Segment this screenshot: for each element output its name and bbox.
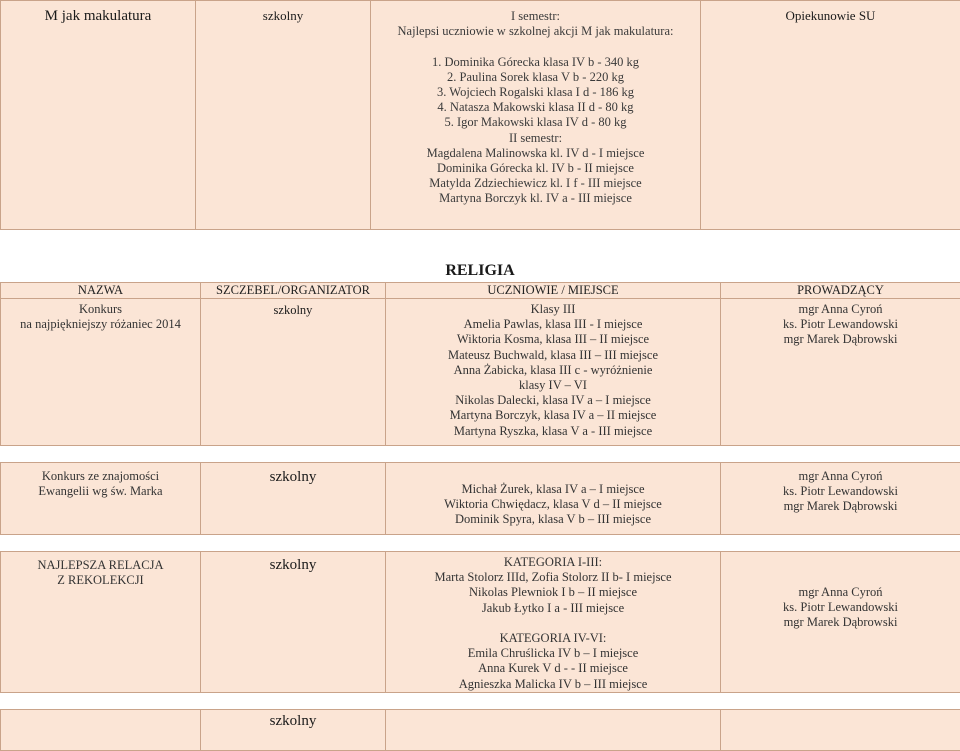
- student-line: Najlepsi uczniowie w szkolnej akcji M jak makulatura:: [371, 24, 700, 39]
- religia-row: [1, 552, 960, 693]
- student-line: Marta Stolorz IIId, Zofia Stolorz II b- I miejsce: [386, 570, 720, 585]
- student-line: Mateusz Buchwald, klasa III – III miejsce: [386, 348, 720, 363]
- contest-name-line: Konkurs: [1, 302, 200, 317]
- makulatura-leaders: Opiekunowie SU: [701, 1, 960, 24]
- student-line: Dominika Górecka kl. IV b - II miejsce: [371, 161, 700, 176]
- student-line: KATEGORIA IV-VI:: [386, 631, 720, 646]
- contest-level-cell: [201, 552, 386, 693]
- contest-level-cell: [201, 709, 386, 750]
- student-line: Anna Żabicka, klasa III c - wyróżnienie: [386, 363, 720, 378]
- contest-name-line: Z REKOLEKCJI: [1, 573, 200, 588]
- leader-line: mgr Marek Dąbrowski: [721, 499, 960, 514]
- religia-row-partial: [1, 709, 960, 750]
- contest-level-cell: [201, 299, 386, 446]
- student-line: 1. Dominika Górecka klasa IV b - 340 kg: [371, 55, 700, 70]
- student-line: Nikolas Plewniok I b – II miejsce: [386, 585, 720, 600]
- header-nazwa: NAZWA: [1, 283, 201, 299]
- contest-name-line: Konkurs ze znajomości: [1, 469, 200, 484]
- leader-line: ks. Piotr Lewandowski: [721, 600, 960, 615]
- religia-header-row: [1, 283, 960, 299]
- leader-line: mgr Marek Dąbrowski: [721, 615, 960, 630]
- contest-leaders-cell: [721, 552, 960, 693]
- student-line: Anna Kurek V d - - II miejsce: [386, 661, 720, 676]
- contest-leaders-cell: [721, 299, 960, 446]
- makulatura-name: M jak makulatura: [1, 1, 195, 25]
- contest-leaders-cell: [721, 709, 960, 750]
- contest-name-line: NAJLEPSZA RELACJA: [1, 558, 200, 573]
- student-line: [371, 39, 700, 54]
- contest-name-line: na najpiękniejszy różaniec 2014: [1, 317, 200, 332]
- religia-row: [1, 463, 960, 535]
- leader-line: mgr Marek Dąbrowski: [721, 332, 960, 347]
- makulatura-table: [0, 0, 960, 230]
- makulatura-level-cell: [196, 1, 371, 230]
- makulatura-students: [371, 1, 700, 207]
- student-line: Wiktoria Chwiędacz, klasa V d – II miejsce: [386, 497, 720, 512]
- student-line: 5. Igor Makowski klasa IV d - 80 kg: [371, 115, 700, 130]
- leader-line: mgr Anna Cyroń: [721, 469, 960, 484]
- leader-line: ks. Piotr Lewandowski: [721, 317, 960, 332]
- row-spacer: [1, 692, 960, 709]
- student-line: klasy IV – VI: [386, 378, 720, 393]
- row-spacer: [1, 535, 960, 552]
- header-uczniowie: UCZNIOWIE / MIEJSCE: [386, 283, 721, 299]
- student-line: Nikolas Dalecki, klasa IV a – I miejsce: [386, 393, 720, 408]
- student-line: Wiktoria Kosma, klasa III – II miejsce: [386, 332, 720, 347]
- contest-students-cell: [386, 552, 721, 693]
- contest-level-cell: [201, 463, 386, 535]
- student-line: Martyna Borczyk, klasa IV a – II miejsce: [386, 408, 720, 423]
- leader-line: ks. Piotr Lewandowski: [721, 484, 960, 499]
- student-line: Michał Żurek, klasa IV a – I miejsce: [386, 482, 720, 497]
- makulatura-students-cell: [371, 1, 701, 230]
- contest-students-cell: [386, 709, 721, 750]
- student-line: 2. Paulina Sorek klasa V b - 220 kg: [371, 70, 700, 85]
- contest-name-cell: [1, 299, 201, 446]
- student-line: II semestr:: [371, 131, 700, 146]
- student-line: Magdalena Malinowska kl. IV d - I miejsce: [371, 146, 700, 161]
- religia-row: [1, 299, 960, 446]
- contest-name-cell: [1, 463, 201, 535]
- contest-leaders-cell: [721, 463, 960, 535]
- contest-name-cell: [1, 709, 201, 750]
- student-line: Emila Chruślicka IV b – I miejsce: [386, 646, 720, 661]
- student-line: Martyna Ryszka, klasa V a - III miejsce: [386, 424, 720, 439]
- leader-line: mgr Anna Cyroń: [721, 302, 960, 317]
- religia-table: [0, 282, 960, 751]
- contest-students-cell: [386, 299, 721, 446]
- contest-name-cell: [1, 552, 201, 693]
- contest-level: szkolny: [201, 710, 385, 730]
- contest-level: szkolny: [201, 302, 385, 318]
- student-line: KATEGORIA I-III:: [386, 555, 720, 570]
- student-line: Jakub Łytko I a - III miejsce: [386, 601, 720, 616]
- student-line: 4. Natasza Makowski klasa II d - 80 kg: [371, 100, 700, 115]
- student-line: I semestr:: [371, 9, 700, 24]
- makulatura-name-cell: [1, 1, 196, 230]
- makulatura-level: szkolny: [196, 1, 370, 24]
- contest-name-line: Ewangelii wg św. Marka: [1, 484, 200, 499]
- student-line: Martyna Borczyk kl. IV a - III miejsce: [371, 191, 700, 206]
- student-line: [386, 616, 720, 631]
- student-line: Agnieszka Malicka IV b – III miejsce: [386, 677, 720, 692]
- student-line: Matylda Zdziechiewicz kl. I f - III miejsce: [371, 176, 700, 191]
- contest-level: szkolny: [201, 557, 385, 573]
- header-prowadzacy: PROWADZĄCY: [721, 283, 960, 299]
- makulatura-leaders-cell: [701, 1, 960, 230]
- student-line: Klasy III: [386, 302, 720, 317]
- student-line: Amelia Pawlas, klasa III - I miejsce: [386, 317, 720, 332]
- contest-level: szkolny: [201, 469, 385, 485]
- contest-students-cell: [386, 463, 721, 535]
- student-line: Dominik Spyra, klasa V b – III miejsce: [386, 512, 720, 527]
- section-title-religia: RELIGIA: [0, 262, 960, 280]
- header-szczebel: SZCZEBEL/ORGANIZATOR: [201, 283, 386, 299]
- student-line: 3. Wojciech Rogalski klasa I d - 186 kg: [371, 85, 700, 100]
- row-spacer: [1, 446, 960, 463]
- leader-line: mgr Anna Cyroń: [721, 585, 960, 600]
